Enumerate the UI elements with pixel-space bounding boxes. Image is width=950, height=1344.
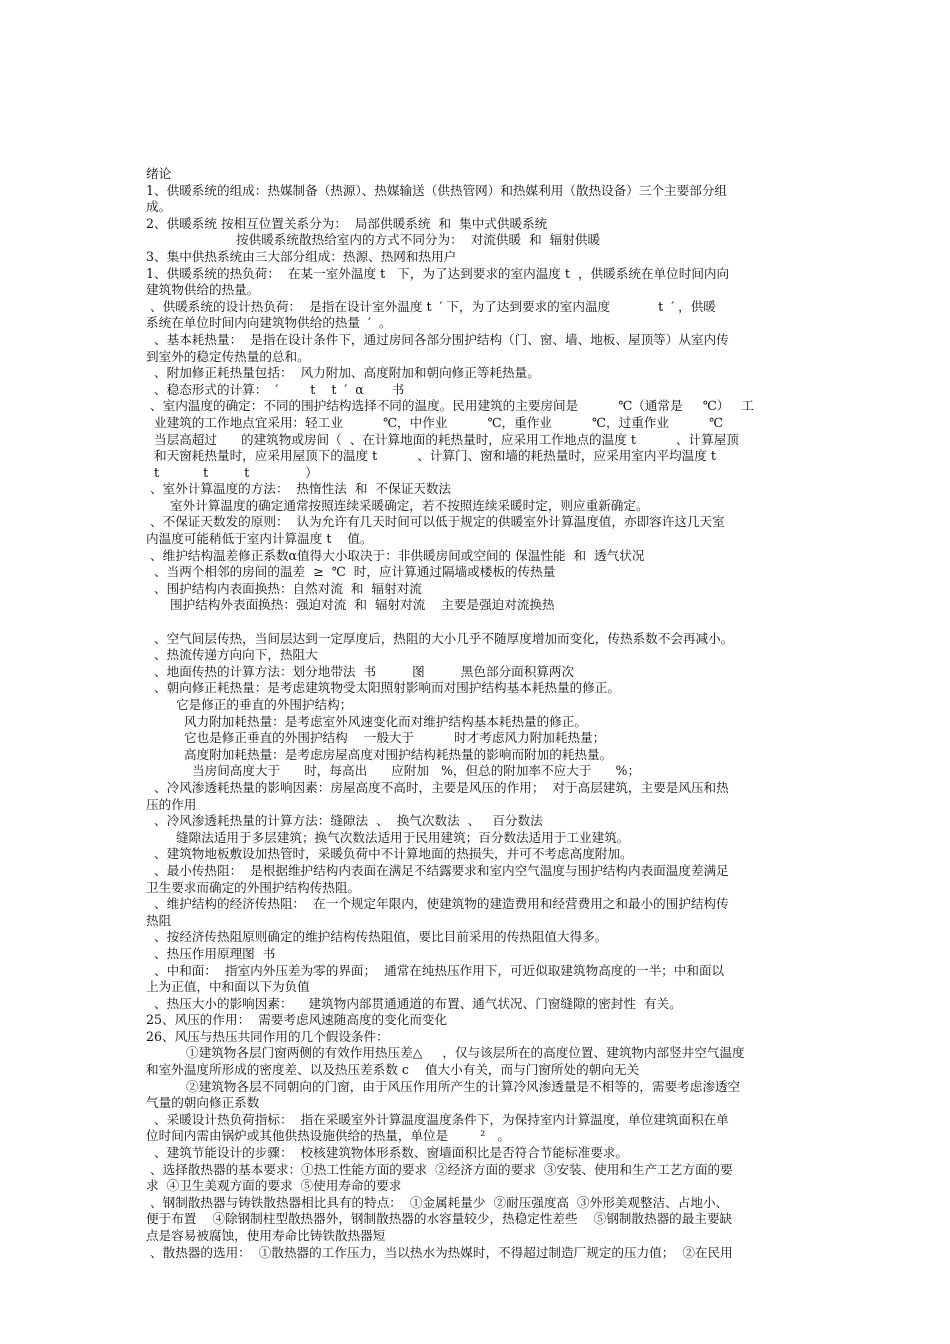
text-line: 、选择散热器的基本要求：①热工性能方面的要求 ②经济方面的要求 ③安装、使用和生产工艺方面的要 [146, 1161, 733, 1177]
text-line: 绪论 [146, 166, 172, 181]
text-line: 、采暖设计热负荷指标： 指在采暖室外计算温度温度条件下，为保持室内计算温度，单位建筑面积在单 [146, 1111, 729, 1127]
text-line: 、地面传热的计算方法：划分地带法 书 图 黑色部分面积算两次 [146, 663, 575, 679]
text-line: 和天窗耗热量时，应采用屋顶下的温度 t 、计算门、窗和墙的耗热量时，应采用室内平均温度 t [146, 448, 716, 464]
text-line: 、稳态形式的计算： ′ t t ′ α 书 [146, 381, 405, 397]
text-line: 、维护结构的经济传热阻： 在一个规定年限内，使建筑物的建造费用和经营费用之和最小的围护结构传 [146, 896, 729, 912]
text-line: 当房间高度大于 时，每高出 应附加 %，但总的附加率不应大于 %； [176, 763, 641, 779]
text-line: 风力附加耗热量：是考虑室外风速变化而对维护结构基本耗热量的修正。 [176, 713, 588, 729]
text-line: 、热压作用原理图 书 [146, 945, 276, 961]
text-line: 内温度可能稍低于室内计算温度 t 值。 [146, 531, 373, 547]
text-line: 室外计算温度的确定通常按照连续采暖确定，若不按照连续采暖时定，则应重新确定。 [170, 497, 649, 513]
text-line: 当层高超过 的建筑物或房间（ 、在计算地面的耗热量时，应采用工作地点的温度 t 、计算屋顶 [146, 431, 739, 447]
text-line: 、基本耗热量： 是指在设计条件下，通过房间各部分围护结构（门、窗、墙、地板、屋顶等）从室内传 [146, 331, 729, 347]
text-line: 26、风压与热压共同作用的几个假设条件： [146, 1028, 389, 1044]
text-line: ②建筑物各层不同朝向的门窗，由于风压作用所产生的计算冷风渗透量是不相等的，需要考虑渗透空 [170, 1078, 741, 1094]
text-line: 、室外计算温度的方法： 热惰性法 和 不保证天数法 [146, 481, 452, 497]
text-line: 围护结构外表面换热：强迫对流 和 辐射对流 主要是强迫对流换热 [170, 597, 555, 613]
text-line: 、钢制散热器与铸铁散热器相比具有的特点： ①金属耗量少 ②耐压强度高 ③外形美观整洁、占地小、 [146, 1194, 729, 1210]
text-line: 、最小传热阻： 是根据维护结构内表面在满足不结露要求和室内空气温度与围护结构内表面温度差满足 [146, 862, 729, 878]
text-line: 、按经济传热阻原则确定的维护结构传热阻值，要比目前采用的传热阻值大得多。 [146, 929, 608, 945]
text-line: 、散热器的选用： ①散热器的工作压力，当以热水为热媒时，不得超过制造厂规定的压力值； ②在民用 [146, 1244, 733, 1260]
text-line: 1、供暖系统的组成：热媒制备（热源）、热媒输送（供热管网）和热媒利用（散热设备）三个主要部分组 [146, 182, 728, 198]
text-line: 、空气间层传热，当间层达到一定厚度后，热阻的大小几乎不随厚度增加而变化，传热系数不会再减小。 [146, 630, 734, 646]
text-line: 、热压大小的影响因素： 建筑物内部贯通通道的布置、通气状况、门窗缝隙的密封性 有关。 [146, 995, 682, 1011]
text-line: 它是修正的垂直的外围护结构； [176, 697, 353, 712]
text-line: 求 ④卫生美观方面的要求 ⑤使用寿命的要求 [146, 1178, 402, 1194]
text-line: 建筑物供给的热量。 [146, 282, 260, 298]
text-line: 成。 [146, 199, 172, 215]
text-line: 、建筑物地板敷设加热管时，采暖负荷中不计算地面的热损失，并可不考虑高度附加。 [146, 846, 633, 862]
text-line: 它也是修正垂直的外围护结构 一般大于 时才考虑风力附加耗热量； [176, 730, 606, 746]
text-line: 、当两个相邻的房间的温差 ≥ ℃ 时，应计算通过隔墙或楼板的传热量 [146, 564, 556, 580]
text-line: 点是容易被腐蚀，使用寿命比铸铁散热器短 [146, 1228, 386, 1243]
blank-line [146, 614, 812, 631]
text-line: 、建筑节能设计的步骤： 校核建筑物体形系数、窗墙面积比是否符合节能标准要求。 [146, 1145, 628, 1161]
text-line: 卫生要求而确定的外围护结构传热阻。 [146, 879, 361, 895]
text-line: 、中和面： 指室内外压差为零的界面； 通常在纯热压作用下，可近似取建筑物高度的一半；中和面以 [146, 962, 725, 978]
text-line: 、朝向修正耗热量：是考虑建筑物受太阳照射影响而对围护结构基本耗热量的修正。 [146, 680, 620, 696]
text-line: 、冷风渗透耗热量的计算方法：缝隙法 、 换气次数法 、 百分数法 [146, 813, 543, 829]
text-line: 缝隙法适用于多层建筑；换气次数法适用于民用建筑；百分数法适用于工业建筑。 [176, 829, 630, 845]
text-line: t t t ） [146, 464, 318, 480]
text-line: 、附加修正耗热量包括： 风力附加、高度附加和朝向修正等耗热量。 [146, 365, 540, 381]
text-line: 到室外的稳定传热量的总和。 [146, 348, 310, 364]
text-line: 、冷风渗透耗热量的影响因素：房屋高度不高时，主要是风压的作用； 对于高层建筑，主要是风压和热 [146, 779, 729, 795]
text-line: 气量的朝向修正系数 [146, 1095, 260, 1111]
text-line: 上为正值，中和面以下为负值 [146, 979, 310, 995]
text-line: 和室外温度所形成的密度差、以及热压差系数 c 值大小有关，而与门窗所处的朝向无关 [146, 1062, 640, 1078]
text-line: 按供暖系统散热给室内的方式不同分为： 对流供暖 和 辐射供暖 [236, 232, 601, 248]
text-line: 3、集中供热系统由三大部分组成：热源、热网和热用户 [146, 248, 457, 264]
text-line: 系统在单位时间内向建筑物供给的热量 ′ 。 [146, 315, 392, 331]
text-line: 压的作用 [146, 796, 197, 812]
text-line: 高度附加耗热量：是考虑房屋高度对围护结构耗热量的影响而附加的耗热量。 [176, 746, 613, 762]
text-line: 25、风压的作用： 需要考虑风速随高度的变化而变化 [146, 1012, 448, 1028]
text-line: 便于布置 ④除钢制柱型散热器外，钢制散热器的水容量较少，热稳定性差些 ⑤钢制散热器的最主要缺 [146, 1211, 733, 1227]
text-line: ①建筑物各层门窗两侧的有效作用热压差△ ，仅与该层所在的高度位置、建筑物内部竖井空气温度 [170, 1045, 745, 1061]
document-body [146, 166, 812, 1261]
text-line: 1、供暖系统的热负荷： 在某一室外温度 t 下，为了达到要求的室内温度 t ，供暖系统在单位时间内向 [146, 265, 730, 281]
text-line: 、维护结构温差修正系数α值得大小取决于：非供暖房间或空间的 保温性能 和 透气状况 [146, 547, 645, 563]
text-line: 、室内温度的确定：不同的围护结构选择不同的温度。民用建筑的主要房间是 ℃（通常是 ℃） 工 [146, 398, 754, 414]
text-line: 位时间内需由锅炉或其他供热设施供给的热量，单位是 ² 。 [146, 1128, 510, 1144]
text-line: 、围护结构内表面换热：自然对流 和 辐射对流 [146, 580, 422, 596]
text-line: 、热流传递方向向下，热阻大 [146, 647, 318, 663]
text-line: 热阻 [146, 912, 172, 928]
text-line: 、不保证天数发的原则： 认为允许有几天时间可以低于规定的供暖室外计算温度值，亦即容许这几天室 [146, 514, 725, 530]
text-line: 、供暖系统的设计热负荷： 是指在设计室外温度 t ′ 下，为了达到要求的室内温度 t ′ ，供暖 [146, 298, 716, 314]
text-line: 业建筑的工作地点宜采用：轻工业 ℃，中作业 ℃，重作业 ℃，过重作业 ℃ [146, 414, 724, 430]
text-line: 2、供暖系统 按相互位置关系分为： 局部供暖系统 和 集中式供暖系统 [146, 215, 548, 231]
